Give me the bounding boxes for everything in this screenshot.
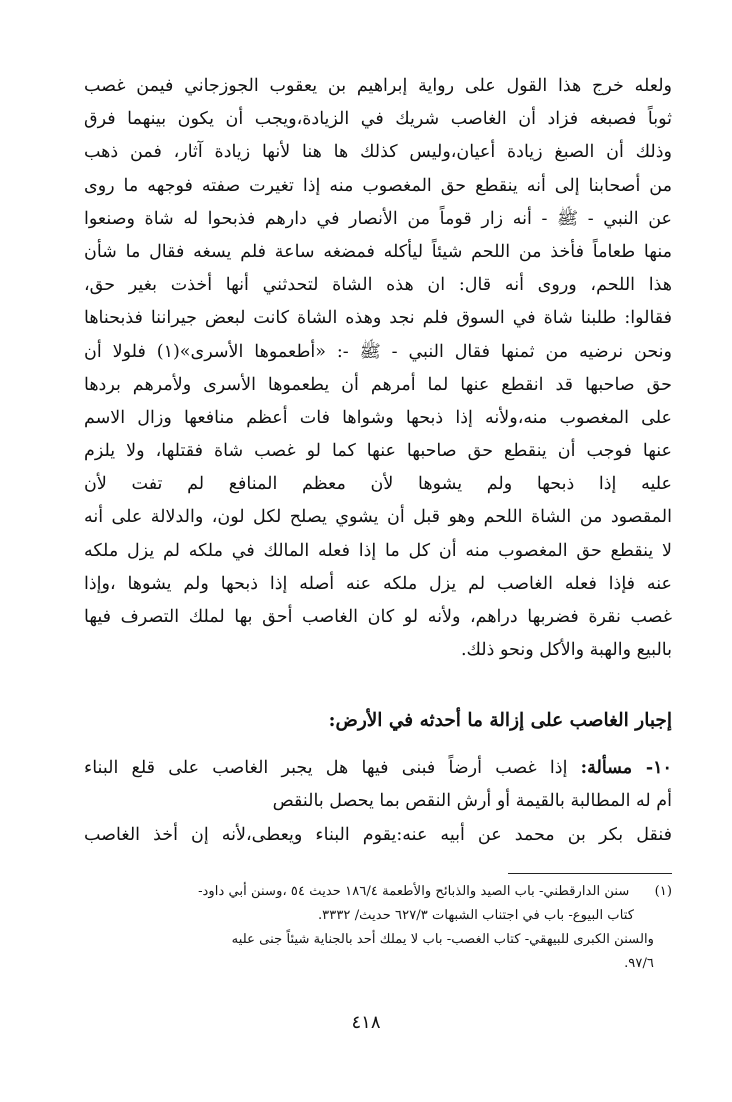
- footnote-line: [86, 880, 672, 904]
- text-line: حق صاحبها قد انقطع عنها لما أمرهم أن يطعموها الأسرى ولأمرهم بردها: [84, 374, 672, 395]
- masala-first-line: [84, 752, 672, 785]
- masala-paragraph: [84, 752, 672, 852]
- text-line: فقالوا: طلبنا شاة في السوق فلم نجد وهذه الشاة كانت لبعض جيراننا فذبحناها: [84, 308, 672, 329]
- footnote-line: والسنن الكبرى للبيهقي- كتاب الغصب- باب لا يملك أحد بالجناية شيئاً جنى عليه: [231, 932, 654, 947]
- footnote-text: سنن الدارقطني- باب الصيد والذبائح والأطعمة ١٨٦/٤ حديث ٥٤ ،وسنن أبي داود-: [198, 884, 630, 899]
- section-heading: إجبار الغاصب على إزالة ما أحدثه في الأرض:: [328, 710, 672, 731]
- text-line: من أصحابنا إلى أنه ينقطع حق المغصوب منه إذا تغيرت صفته فوجهه ما روى: [84, 175, 672, 196]
- main-paragraph: [84, 70, 672, 667]
- text-line: المقصود من الشاة اللحم وهو قبل أن يشوي يصلح لكل لون، والدلالة على أنه: [84, 507, 672, 528]
- text-line: عن النبي - ﷺ - أنه زار قوماً من الأنصار في دارهم فذبحوا له شاة وصنعوا: [84, 208, 672, 229]
- footnote-line: ٩٧/٦.: [624, 956, 654, 971]
- footnote-divider: [508, 873, 672, 874]
- footnotes: [86, 880, 672, 976]
- text-line: عنه فإذا فعله الغاصب لم يزل ملكه عنه أصله إذا ذبحها ولم يشوها ،وإذا: [84, 573, 672, 594]
- masala-text: إذا غصب أرضاً فبنى فيها هل يجبر الغاصب على قلع البناء: [84, 758, 568, 778]
- text-line: هذا اللحم، وروى أنه قال: ان هذه الشاة لتحدثني أنها أخذت بغير حق،: [84, 275, 672, 296]
- text-line: أم له المطالبة بالقيمة أو أرش النقص بما يحصل بالنقص: [272, 791, 672, 812]
- text-line: بالبيع والهبة والأكل ونحو ذلك.: [460, 640, 672, 661]
- text-line: على المغصوب منه،ولأنه إذا ذبحها وشواها فات أعظم منافعها وزال الاسم: [84, 407, 672, 428]
- text-line: غصب نقرة فضربها دراهم، ولأنه لو كان الغاصب أحق بها لملك التصرف فيها: [84, 607, 672, 627]
- footnote-marker: (١): [654, 884, 672, 899]
- text-line: لا ينقطع حق المغصوب منه أن كل ما إذا فعله المالك في ملكه لم يزل ملكه: [84, 540, 672, 561]
- text-line: وذلك أن الصبغ زيادة أعيان،وليس كذلك ها هنا لأنها زيادة آثار، فمن ذهب: [84, 142, 672, 163]
- text-line: منها طعاماً فأخذ من اللحم شيئاً ليأكله فمضغه ساعة فلم يسغه فقال ما شأن: [84, 241, 672, 262]
- text-line: عليه إذا ذبحها ولم يشوها لأن معظم المنافع لم تفت لأن: [84, 474, 672, 495]
- page-number: ٤١٨: [351, 1012, 381, 1033]
- text-line: عنها فوجب أن ينقطع حق صاحبها عنها كما لو غصب شاة فقتلها، ولا يلزم: [84, 441, 672, 462]
- text-line: فنقل بكر بن محمد عن أبيه عنه:يقوم البناء ويعطى،لأنه إن أخذ الغاصب: [84, 824, 672, 845]
- text-line: ولعله خرج هذا القول على رواية إبراهيم بن يعقوب الجوزجاني فيمن غصب: [84, 76, 672, 96]
- masala-number: ١٠- مسألة:: [580, 758, 672, 778]
- footnote-line: كتاب البيوع- باب في اجتناب الشبهات ٦٢٧/٣ حديث/ ٣٣٣٢.: [317, 908, 634, 923]
- text-line: ونحن نرضيه من ثمنها فقال النبي - ﷺ -: «أطعموها الأسرى»(١) فلولا أن: [84, 341, 672, 362]
- text-line: ثوباً فصبغه فزاد أن الغاصب شريك في الزيادة،ويجب أن يكون بينهما فرق: [84, 109, 672, 130]
